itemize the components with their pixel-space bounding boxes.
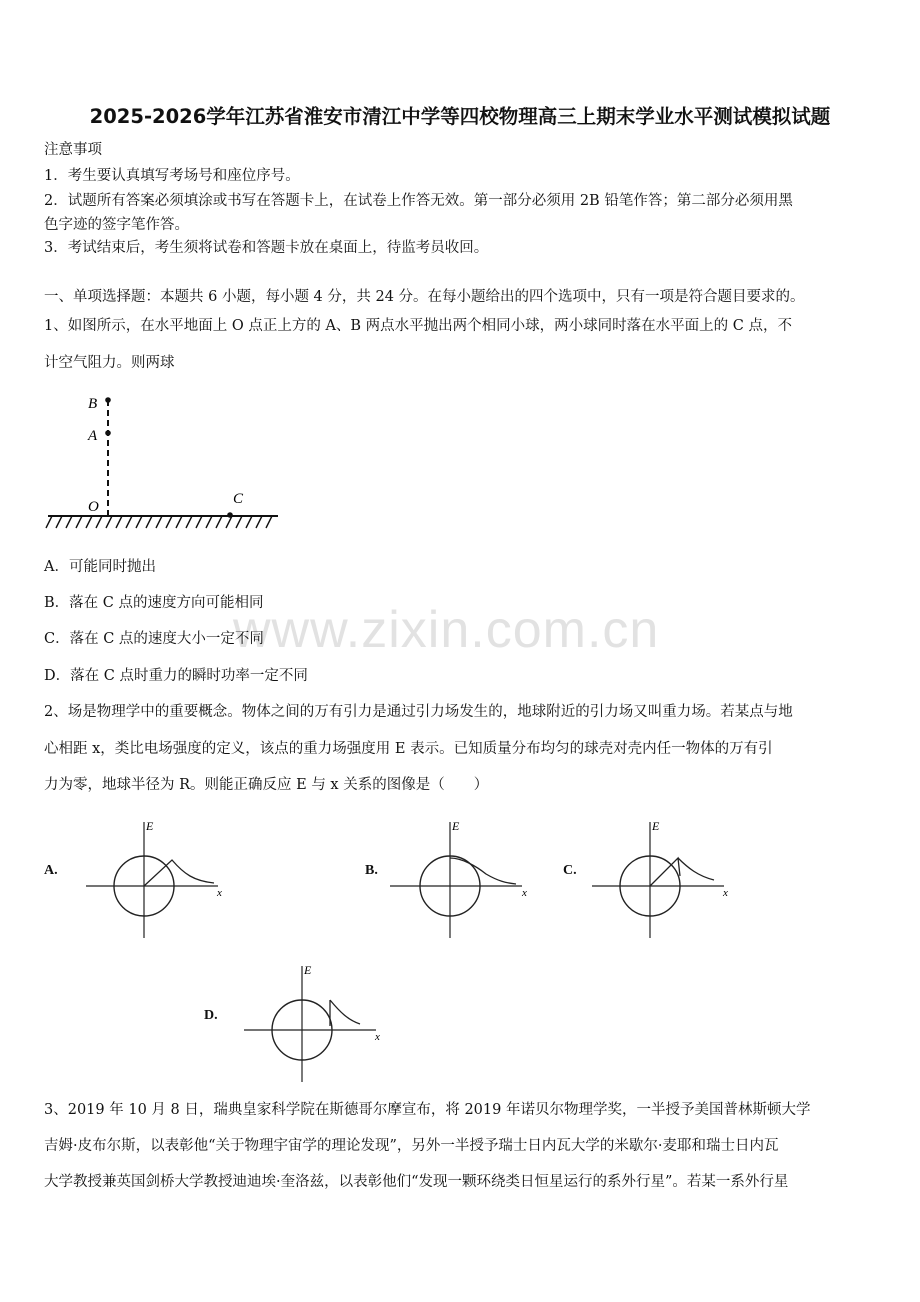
page-title: 2025-2026学年江苏省淮安市清江中学等四校物理高三上期末学业水平测试模拟试题 (89, 105, 831, 128)
question-2-text: 力为零，地球半径为 R。则能正确反应 E 与 x 关系的图像是（ ） (44, 777, 489, 793)
projectile-figure (44, 390, 284, 532)
notice-item: 色字迹的签字笔作答。 (44, 217, 189, 233)
question-2-text: 2、场是物理学中的重要概念。物体之间的万有引力是通过引力场发生的，地球附近的引力场又叫重力场。若某点与地 (44, 704, 793, 720)
point-b (105, 397, 111, 403)
svg-text:x: x (522, 887, 527, 899)
graph-label-d: D. (204, 1008, 218, 1023)
svg-text:E: E (146, 819, 154, 833)
question-1-text: 计空气阻力。则两球 (44, 355, 175, 371)
label-c: C (233, 491, 244, 507)
option-c: C．落在 C 点的速度大小一定不同 (44, 631, 264, 647)
svg-text:E: E (304, 963, 312, 977)
option-b: B．落在 C 点的速度方向可能相同 (44, 595, 264, 611)
label-o: O (88, 499, 99, 515)
question-1-text: 1、如图所示，在水平地面上 O 点正上方的 A、B 两点水平抛出两个相同小球，两小球同时落在水平面上的 C 点，不 (44, 318, 792, 334)
graph-label-c: C. (563, 863, 577, 878)
ground-hatching (46, 516, 272, 528)
svg-text:x: x (217, 887, 222, 899)
question-2-text: 心相距 x，类比电场强度的定义，该点的重力场强度用 E 表示。已知质量分布均匀的球壳对壳内任一物体的万有引 (44, 741, 773, 757)
svg-text:x: x (723, 887, 728, 899)
svg-text:x: x (375, 1031, 380, 1043)
graph-option-b (390, 818, 530, 938)
section-heading: 一、单项选择题：本题共 6 小题，每小题 4 分，共 24 分。在每小题给出的四个选项中，只有一项是符合题目要求的。 (44, 289, 805, 305)
option-a: A．可能同时抛出 (44, 559, 156, 575)
graph-label-a: A. (44, 863, 58, 878)
label-a: A (88, 428, 98, 444)
graph-option-a (86, 818, 226, 938)
notice-heading: 注意事项 (44, 142, 102, 158)
watermark: www.zixin.com.cn (233, 601, 660, 659)
label-b: B (88, 396, 98, 412)
notice-item: 2．试题所有答案必须填涂或书写在答题卡上，在试卷上作答无效。第一部分必须用 2B 铅笔作答；第二部分必须用黑 (44, 193, 793, 209)
svg-text:E: E (452, 819, 460, 833)
graph-option-c (592, 818, 732, 938)
notice-item: 3．考试结束后，考生须将试卷和答题卡放在桌面上，待监考员收回。 (44, 240, 489, 256)
question-3-text: 大学教授兼英国剑桥大学教授迪迪埃·奎洛兹，以表彰他们“发现一颗环绕类日恒星运行的系外行星”。若某一系外行星 (44, 1174, 789, 1190)
point-a (105, 430, 111, 436)
notice-item: 1．考生要认真填写考场号和座位序号。 (44, 168, 300, 184)
svg-text:E: E (652, 819, 660, 833)
question-3-text: 3、2019 年 10 月 8 日，瑞典皇家科学院在斯德哥尔摩宣布，将 2019 年诺贝尔物理学奖，一半授予美国普林斯顿大学 (44, 1102, 811, 1118)
option-d: D．落在 C 点时重力的瞬时功率一定不同 (44, 668, 308, 684)
graph-label-b: B. (365, 863, 378, 878)
question-3-text: 吉姆·皮布尔斯，以表彰他“关于物理宇宙学的理论发现”，另外一半授予瑞士日内瓦大学的米歇尔·麦耶和瑞士日内瓦 (44, 1138, 779, 1154)
graph-option-d (244, 962, 384, 1082)
